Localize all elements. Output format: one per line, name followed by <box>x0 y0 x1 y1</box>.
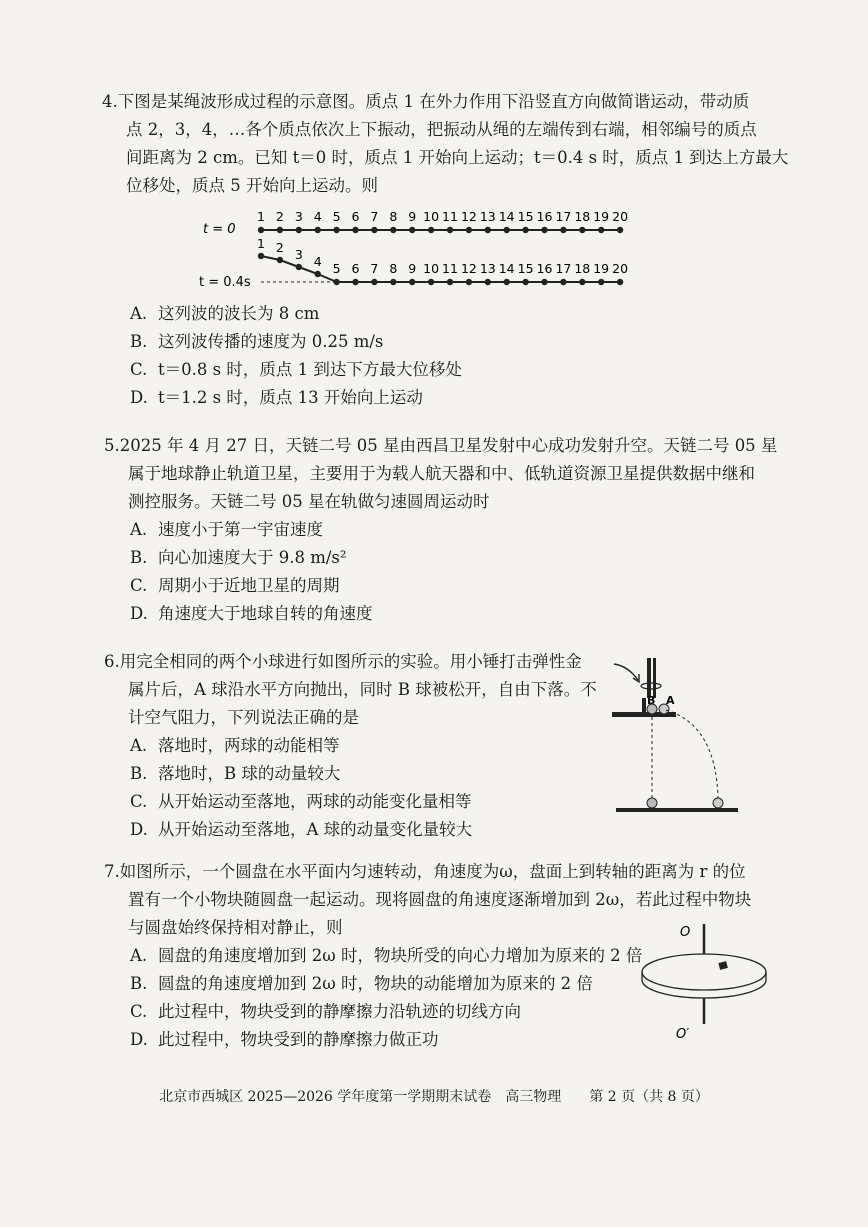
point-t0 <box>485 227 491 233</box>
point-t04 <box>447 279 453 285</box>
point-t04 <box>409 279 415 285</box>
option-4c[interactable]: C. t＝0.8 s 时，质点 1 到达下方最大位移处 <box>130 360 462 379</box>
point-label-t04: 1 <box>257 236 265 251</box>
question-5-line-1: 5.2025 年 4 月 27 日，天链二号 05 星由西昌卫星发射中心成功发射升空。天链二号 05 星 <box>104 436 778 455</box>
point-t04 <box>504 279 510 285</box>
point-label-t0: 15 <box>517 209 534 224</box>
option-6c[interactable]: C. 从开始运动至落地，两球的动能变化量相等 <box>130 792 472 811</box>
point-label-t0: 1 <box>257 209 265 224</box>
question-5-line-2: 属于地球静止轨道卫星，主要用于为载人航天器和中、低轨道资源卫星提供数据中继和 <box>128 464 755 483</box>
point-label-t04: 14 <box>498 261 515 276</box>
question-4-line-1: 4.下图是某绳波形成过程的示意图。质点 1 在外力作用下沿竖直方向做简谐运动，带动质 <box>102 92 750 111</box>
point-t0 <box>352 227 358 233</box>
option-7c[interactable]: C. 此过程中，物块受到的静摩擦力沿轨迹的切线方向 <box>130 1002 521 1021</box>
ball-a-landed <box>713 798 723 808</box>
label-o-bottom: O′ <box>676 1027 690 1042</box>
point-label-t04: 15 <box>517 261 534 276</box>
point-label-t04: 13 <box>479 261 496 276</box>
option-5c[interactable]: C. 周期小于近地卫星的周期 <box>130 576 340 595</box>
question-7-line-2: 置有一个小物块随圆盘一起运动。现将圆盘的角速度逐渐增加到 2ω，若此过程中物块 <box>128 890 752 909</box>
metal-sheet <box>647 658 651 698</box>
point-label-t0: 14 <box>498 209 515 224</box>
question-4-options <box>130 300 462 412</box>
point-t04 <box>560 279 566 285</box>
option-6b[interactable]: B. 落地时，B 球的动量较大 <box>130 764 341 783</box>
option-5b[interactable]: B. 向心加速度大于 9.8 m/s² <box>130 548 347 567</box>
option-7b[interactable]: B. 圆盘的角速度增加到 2ω 时，物块的动能增加为原来的 2 倍 <box>130 974 593 993</box>
point-t0 <box>617 227 623 233</box>
point-t04 <box>617 279 623 285</box>
point-t0 <box>315 227 321 233</box>
question-7-line-3: 与圆盘始终保持相对静止，则 <box>128 918 343 937</box>
point-t04 <box>333 279 339 285</box>
point-label-t0: 7 <box>370 209 379 224</box>
point-label-t04: 10 <box>423 261 440 276</box>
point-label-t04: 17 <box>555 261 572 276</box>
point-t0 <box>296 227 302 233</box>
question-4-number: 4. <box>102 92 118 111</box>
point-t0 <box>390 227 396 233</box>
point-t04 <box>598 279 604 285</box>
point-t0 <box>428 227 434 233</box>
disk-top <box>642 954 766 990</box>
question-4-line-3: 间距离为 2 cm。已知 t＝0 时，质点 1 开始向上运动；t＝0.4 s 时，质点 1 到达上方最大 <box>126 148 789 167</box>
platform-post <box>642 698 646 714</box>
option-5a[interactable]: A. 速度小于第一宇宙速度 <box>130 520 323 539</box>
page-footer: 北京市西城区 2025—2026 学年度第一学期期末试卷 高三物理 第 2 页（共 8 页） <box>159 1089 709 1105</box>
point-label-t04: 11 <box>442 261 458 276</box>
point-label-t0: 11 <box>442 209 458 224</box>
point-label-t0: 3 <box>294 209 303 224</box>
option-6a[interactable]: A. 落地时，两球的动能相等 <box>130 736 340 755</box>
question-6-line-3: 计空气阻力，下列说法正确的是 <box>128 708 359 727</box>
label-t04: t = 0.4s <box>199 275 251 290</box>
point-t0 <box>277 227 283 233</box>
question-4 <box>102 88 802 200</box>
question-7-options <box>130 942 642 1054</box>
question-6 <box>104 648 604 732</box>
a-projectile-path <box>666 710 718 798</box>
question-6-line-1: 6.用完全相同的两个小球进行如图所示的实验。用小锤打击弹性金 <box>104 652 582 671</box>
rope-row-t0 <box>257 209 628 233</box>
option-4b[interactable]: B. 这列波传播的速度为 0.25 m/s <box>130 332 384 351</box>
point-t0 <box>409 227 415 233</box>
question-4-line-2: 点 2，3，4，…各个质点依次上下振动，把振动从绳的左端传到右端，相邻编号的质点 <box>126 120 757 139</box>
question-5 <box>104 432 804 516</box>
option-4d[interactable]: D. t＝1.2 s 时，质点 13 开始向上运动 <box>130 388 423 407</box>
point-t04 <box>258 253 264 259</box>
point-label-t04: 7 <box>370 261 379 276</box>
point-label-t04: 3 <box>294 247 303 262</box>
point-label-t04: 5 <box>332 261 341 276</box>
point-t0 <box>560 227 566 233</box>
point-label-t0: 5 <box>332 209 341 224</box>
question-6-number: 6. <box>104 652 120 671</box>
point-t04 <box>466 279 472 285</box>
point-label-t04: 20 <box>612 261 629 276</box>
point-t04 <box>522 279 528 285</box>
metal-sheet-2 <box>653 658 656 698</box>
question-7-line-1: 7.如图所示，一个圆盘在水平面内匀速转动，角速度为ω，盘面上到转轴的距离为 r 的位 <box>104 862 746 881</box>
question-5-line-3: 测控服务。天链二号 05 星在轨做匀速圆周运动时 <box>128 492 490 511</box>
point-t04 <box>579 279 585 285</box>
ball-b-landed <box>647 798 657 808</box>
point-label-t0: 10 <box>423 209 440 224</box>
point-t0 <box>466 227 472 233</box>
rotating-disk-figure <box>636 920 776 1050</box>
point-t04 <box>277 257 283 263</box>
point-t0 <box>541 227 547 233</box>
label-t0: t = 0 <box>203 222 236 237</box>
point-label-t04: 19 <box>593 261 610 276</box>
projectile-experiment-figure <box>606 650 746 822</box>
point-t0 <box>447 227 453 233</box>
label-o-top: O <box>680 925 691 940</box>
point-label-t04: 2 <box>275 240 284 255</box>
point-label-t0: 18 <box>574 209 591 224</box>
question-7-number: 7. <box>104 862 120 881</box>
option-7d[interactable]: D. 此过程中，物块受到的静摩擦力做正功 <box>130 1030 439 1049</box>
point-label-t0: 17 <box>555 209 572 224</box>
point-label-t04: 16 <box>536 261 553 276</box>
point-t0 <box>333 227 339 233</box>
point-t04 <box>541 279 547 285</box>
point-t04 <box>485 279 491 285</box>
point-label-t0: 6 <box>351 209 360 224</box>
point-label-t0: 4 <box>313 209 322 224</box>
point-t0 <box>579 227 585 233</box>
label-b: B <box>647 694 656 707</box>
point-t0 <box>522 227 528 233</box>
point-t04 <box>371 279 377 285</box>
option-5d[interactable]: D. 角速度大于地球自转的角速度 <box>130 604 373 623</box>
option-7a[interactable]: A. 圆盘的角速度增加到 2ω 时，物块所受的向心力增加为原来的 2 倍 <box>130 946 643 965</box>
question-6-line-2: 属片后，A 球沿水平方向抛出，同时 B 球被松开，自由下落。不 <box>128 680 597 699</box>
point-label-t0: 16 <box>536 209 553 224</box>
point-t0 <box>504 227 510 233</box>
point-label-t04: 6 <box>351 261 360 276</box>
question-5-options <box>130 516 373 628</box>
hammer-arrow-icon <box>614 664 638 680</box>
point-label-t0: 20 <box>612 209 629 224</box>
ground <box>616 808 738 812</box>
point-label-t04: 9 <box>408 261 417 276</box>
question-6-options <box>130 732 472 844</box>
label-a: A <box>666 694 675 707</box>
point-label-t0: 9 <box>408 209 417 224</box>
point-t04 <box>315 271 321 277</box>
point-label-t04: 12 <box>460 261 477 276</box>
point-label-t0: 2 <box>275 209 284 224</box>
point-label-t0: 13 <box>479 209 496 224</box>
question-4-line-4: 位移处，质点 5 开始向上运动。则 <box>126 176 378 195</box>
point-label-t04: 4 <box>313 254 322 269</box>
option-4a[interactable]: A. 这列波的波长为 8 cm <box>130 304 320 323</box>
point-label-t0: 8 <box>389 209 398 224</box>
point-label-t0: 12 <box>460 209 477 224</box>
question-5-number: 5. <box>104 436 120 455</box>
point-t04 <box>352 279 358 285</box>
point-t0 <box>258 227 264 233</box>
point-t0 <box>371 227 377 233</box>
point-label-t04: 8 <box>389 261 398 276</box>
rope-row-t04 <box>257 236 628 285</box>
rope-wave-figure <box>195 200 635 292</box>
point-t04 <box>296 264 302 270</box>
point-label-t0: 19 <box>593 209 610 224</box>
point-t0 <box>598 227 604 233</box>
point-t04 <box>390 279 396 285</box>
point-label-t04: 18 <box>574 261 591 276</box>
option-6d[interactable]: D. 从开始运动至落地，A 球的动量变化量较大 <box>130 820 473 839</box>
point-t04 <box>428 279 434 285</box>
